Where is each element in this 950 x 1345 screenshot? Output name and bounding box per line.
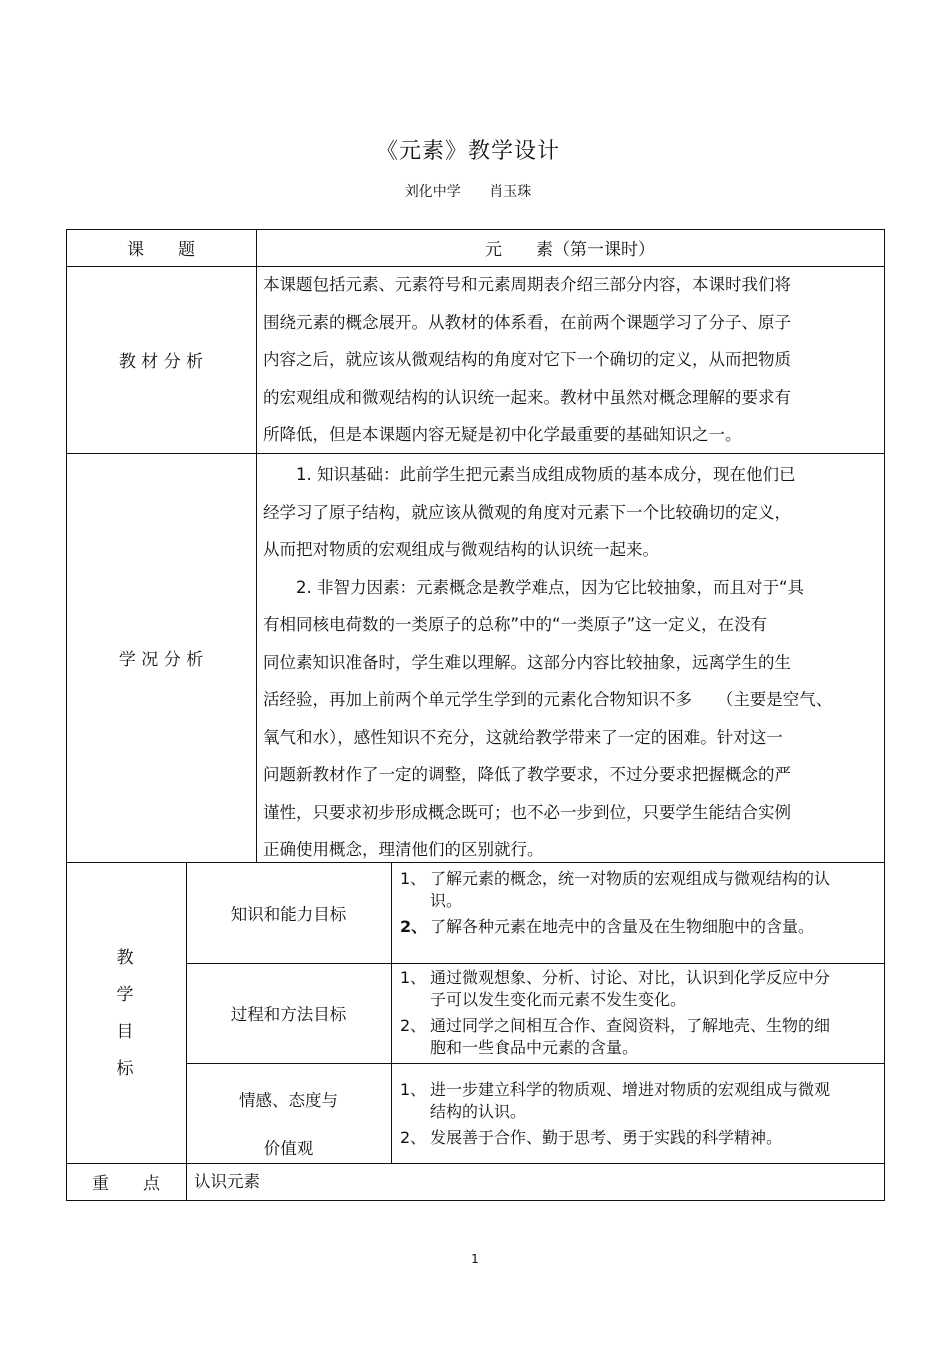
goal-text: 进一步建立科学的物质观、增进对物质的宏观组成与微观结构的认识。 — [430, 1080, 831, 1121]
goal-number: 2、 — [400, 1016, 427, 1035]
goal-label-char: 教 — [116, 948, 134, 968]
goal-label-char: 学 — [116, 985, 134, 1005]
goal-item — [400, 1127, 840, 1149]
author-name: 肖玉珠 — [489, 184, 532, 200]
goal-number: 2、 — [400, 917, 428, 936]
topic-label: 课 题 — [127, 240, 195, 260]
key-point-value: 认识元素 — [194, 1172, 260, 1191]
process-goal-label: 过程和方法目标 — [230, 1005, 347, 1024]
goal-number: 1、 — [400, 869, 427, 888]
text-line: 同位素知识准备时，学生难以理解。这部分内容比较抽象，远离学生的生 — [263, 652, 791, 672]
material-analysis-label: 教 材 分 析 — [118, 352, 204, 372]
goal-item — [400, 1015, 840, 1059]
goal-number: 1、 — [400, 968, 427, 987]
goal-text: 发展善于合作、勤于思考、勇于实践的科学精神。 — [430, 1128, 783, 1147]
text-line: 问题新教材作了一定的调整，降低了教学要求，不过分要求把握概念的严 — [263, 765, 791, 784]
goal-item — [400, 868, 840, 912]
attitude-goal-list — [400, 1079, 840, 1149]
goal-text: 了解各种元素在地壳中的含量及在生物细胞中的含量。 — [430, 917, 815, 936]
knowledge-goal-label: 知识和能力目标 — [230, 904, 347, 924]
goal-item — [400, 967, 840, 1011]
text-line: 围绕元素的概念展开。从教材的体系看，在前两个课题学习了分子、原子 — [263, 312, 791, 332]
knowledge-goal-list — [400, 868, 840, 938]
teaching-goals-label — [100, 940, 150, 1088]
topic-value: 元 素（第一课时） — [485, 240, 655, 260]
text-line: 谨性，只要求初步形成概念既可；也不必一步到位，只要学生能结合实例 — [263, 802, 791, 822]
school-name: 刘化中学 — [404, 184, 461, 200]
key-point-label: 重 点 — [92, 1174, 160, 1194]
text-line: 内容之后，就应该从微观结构的角度对它下一个确切的定义，从而把物质 — [263, 350, 791, 369]
process-goal-list — [400, 967, 840, 1059]
goal-item — [400, 916, 840, 938]
text-line: 的宏观组成和微观结构的认识统一起来。教材中虽然对概念理解的要求有 — [263, 387, 791, 407]
goal-text: 了解元素的概念，统一对物质的宏观组成与微观结构的认识。 — [430, 869, 831, 910]
attitude-label-line: 价值观 — [263, 1139, 314, 1158]
text-line: 2. 非智力因素：元素概念是教学难点，因为它比较抽象，而且对于“具 — [263, 577, 805, 597]
goal-item — [400, 1079, 840, 1123]
author-line — [0, 181, 936, 201]
attitude-goal-label — [186, 1063, 391, 1163]
text-line: 1. 知识基础：此前学生把元素当成组成物质的基本成分，现在他们已 — [263, 465, 796, 484]
material-analysis-text — [263, 266, 873, 454]
student-analysis-text — [263, 456, 875, 869]
text-line: 经学习了原子结构，就应该从微观的角度对元素下一个比较确切的定义， — [263, 502, 791, 522]
student-analysis-label: 学 况 分 析 — [118, 650, 204, 670]
document-title: 《元素》教学设计 — [375, 139, 560, 164]
goal-text: 通过同学之间相互合作、查阅资料，了解地壳、生物的细胞和一些食品中元素的含量。 — [430, 1016, 831, 1057]
text-line: 从而把对物质的宏观组成与微观结构的认识统一起来。 — [263, 540, 659, 559]
text-line: 所降低，但是本课题内容无疑是初中化学最重要的基础知识之一。 — [263, 425, 742, 444]
text-line: 本课题包括元素、元素符号和元素周期表介绍三部分内容，本课时我们将 — [263, 275, 791, 294]
goal-text: 通过微观想象、分析、讨论、对比，认识到化学反应中分子可以发生变化而元素不发生变化。 — [430, 968, 831, 1009]
goal-label-char: 目 — [116, 1022, 134, 1042]
text-line: 氧气和水），感性知识不充分，这就给教学带来了一定的困难。针对这一 — [263, 727, 783, 747]
text-line: 正确使用概念，理清他们的区别就行。 — [263, 840, 544, 859]
page-number: 1 — [471, 1252, 479, 1266]
attitude-label-line: 情感、态度与 — [239, 1091, 338, 1110]
goal-label-char: 标 — [116, 1059, 134, 1079]
text-line: 活经验，再加上前两个单元学生学到的元素化合物知识不多 （主要是空气、 — [263, 690, 833, 709]
goal-number: 1、 — [400, 1080, 427, 1099]
text-line: 有相同核电荷数的一类原子的总称”中的“一类原子”这一定义，在没有 — [263, 615, 768, 634]
goal-number: 2、 — [400, 1128, 427, 1147]
